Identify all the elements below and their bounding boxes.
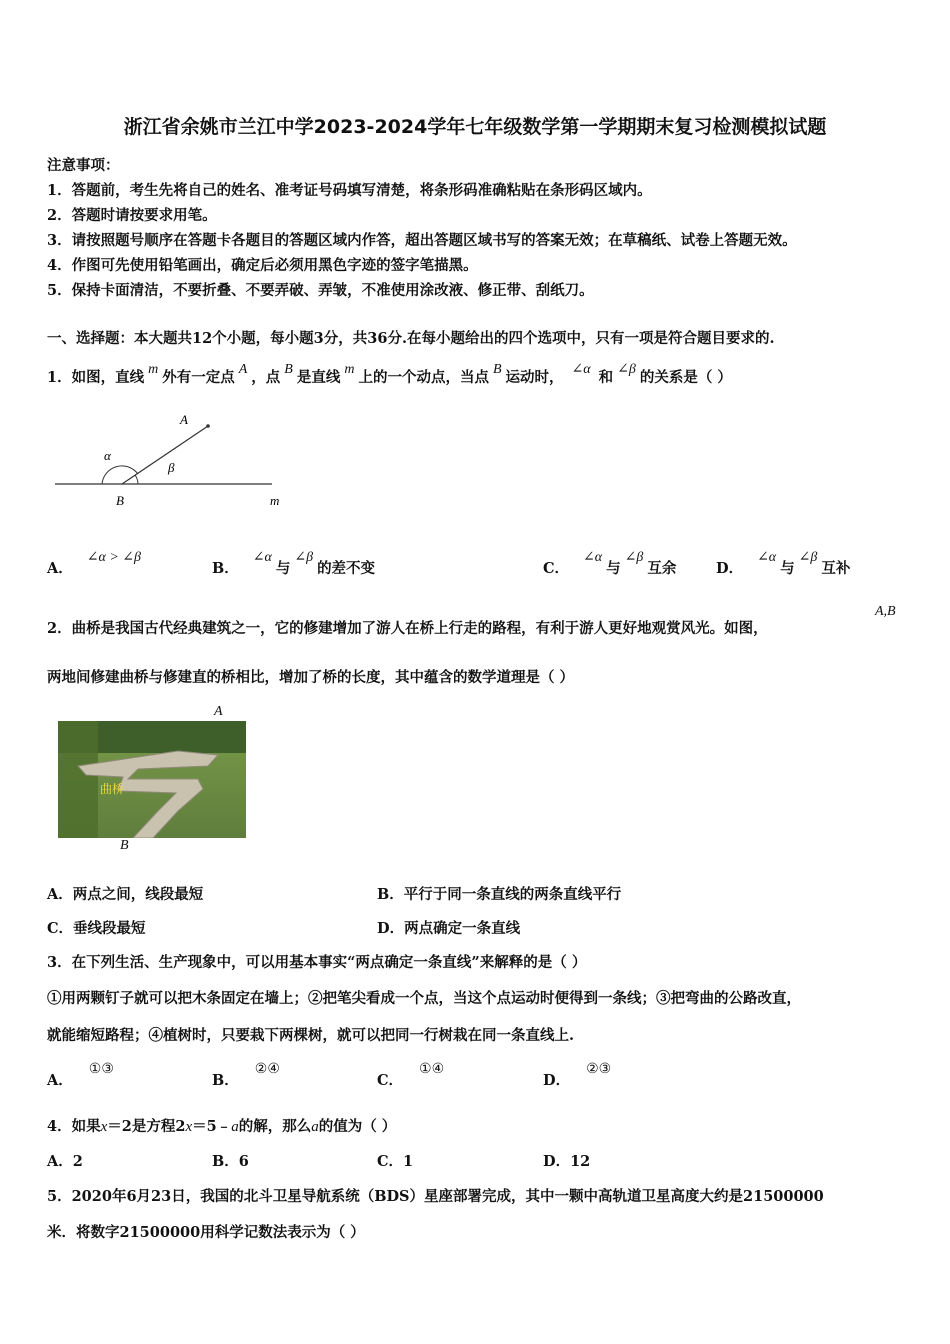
q4-option-a[interactable]: A．2 bbox=[47, 1153, 83, 1170]
q2-photo-caption: 曲桥 bbox=[100, 782, 125, 796]
notice-item-3: 3．请按照题号顺序在答题卡各题目的答题区域内作答，超出答题区域书写的答案无效；在草稿纸、试卷上答题无效。 bbox=[47, 232, 797, 249]
q3-option-b[interactable]: B．②④ bbox=[212, 1061, 280, 1089]
notice-item-1: 1．答题前，考生先将自己的姓名、准考证号码填写清楚，将条形码准确粘贴在条形码区域内。 bbox=[47, 182, 652, 199]
q1-option-b[interactable]: B．∠α与∠β的差不变 bbox=[212, 550, 376, 577]
section-heading: 一、选择题：本大题共12个小题，每小题3分，共36分.在每小题给出的四个选项中，只有一项是符合题目要求的. bbox=[47, 330, 775, 347]
q1-option-c[interactable]: C．∠α与∠β互余 bbox=[543, 550, 677, 577]
q5-text-line2: 米．将数字21500000用科学记数法表示为（ ） bbox=[47, 1224, 365, 1241]
notice-item-2: 2．答题时请按要求用笔。 bbox=[47, 207, 217, 224]
page-title: 浙江省余姚市兰江中学2023-2024学年七年级数学第一学期期末复习检测模拟试题 bbox=[123, 116, 827, 138]
q2-photo-label-a: A bbox=[214, 704, 223, 719]
q2-option-a[interactable]: A．两点之间，线段最短 bbox=[47, 886, 204, 903]
q4-text: 4．如果x＝2是方程2x＝5﹣a的解，那么a的值为（ ） bbox=[47, 1118, 397, 1135]
q1-figure bbox=[50, 408, 290, 513]
q4-option-c[interactable]: C．1 bbox=[377, 1153, 414, 1170]
q5-text-line1: 5．2020年6月23日，我国的北斗卫星导航系统（BDS）星座部署完成，其中一颗中高轨道卫星高度大约是21500000 bbox=[47, 1188, 824, 1205]
q3-text-line3: 就能缩短路程；④植树时，只要栽下两棵树，就可以把同一行树栽在同一条直线上. bbox=[47, 1027, 575, 1044]
q2-text-line2: 两地间修建曲桥与修建直的桥相比，增加了桥的长度，其中蕴含的数学道理是（ ） bbox=[47, 669, 575, 686]
fig1-label-beta: β bbox=[168, 460, 175, 475]
q3-option-a[interactable]: A．①③ bbox=[47, 1061, 114, 1089]
q1-text: 1．如图，直线 m 外有一定点 A ，点 B 是直线 m 上的一个动点，当点 B 运动时， ∠α 和 ∠β 的关系是（ ） bbox=[47, 362, 732, 386]
fig1-label-b: B bbox=[116, 493, 124, 508]
q2-text-line1: 2．曲桥是我国古代经典建筑之一，它的修建增加了游人在桥上行走的路程，有利于游人更好地观赏风光。如图， bbox=[47, 620, 768, 637]
fig1-label-a: A bbox=[180, 412, 188, 427]
q2-option-b[interactable]: B．平行于同一条直线的两条直线平行 bbox=[377, 886, 622, 903]
q1-option-a[interactable]: A．∠α > ∠β bbox=[47, 550, 141, 577]
q3-text-line1: 3．在下列生活、生产现象中，可以用基本事实“两点确定一条直线”来解释的是（ ） bbox=[47, 954, 587, 971]
q3-text-line2: ①用两颗钉子就可以把木条固定在墙上；②把笔尖看成一个点，当这个点运动时便得到一条线；③把弯曲的公路改直， bbox=[47, 990, 801, 1007]
q2-ab-label: A,B bbox=[875, 604, 896, 619]
q2-option-c[interactable]: C．垂线段最短 bbox=[47, 920, 146, 937]
notice-item-5: 5．保持卡面清洁，不要折叠、不要弄破、弄皱，不准使用涂改液、修正带、刮纸刀。 bbox=[47, 282, 594, 299]
notice-heading: 注意事项： bbox=[47, 157, 120, 174]
q2-photo-label-b: B bbox=[120, 838, 129, 853]
q4-option-b[interactable]: B．6 bbox=[212, 1153, 249, 1170]
q4-option-d[interactable]: D．12 bbox=[543, 1153, 591, 1170]
q2-option-d[interactable]: D．两点确定一条直线 bbox=[377, 920, 521, 937]
fig1-label-m: m bbox=[270, 493, 280, 508]
fig1-label-alpha: α bbox=[104, 448, 111, 463]
q3-option-c[interactable]: C．①④ bbox=[377, 1061, 445, 1089]
q3-option-d[interactable]: D．②③ bbox=[543, 1061, 612, 1089]
notice-item-4: 4．作图可先使用铅笔画出，确定后必须用黑色字迹的签字笔描黑。 bbox=[47, 257, 478, 274]
q2-bridge-photo bbox=[58, 721, 246, 838]
q1-option-d[interactable]: D．∠α与∠β互补 bbox=[716, 550, 851, 577]
